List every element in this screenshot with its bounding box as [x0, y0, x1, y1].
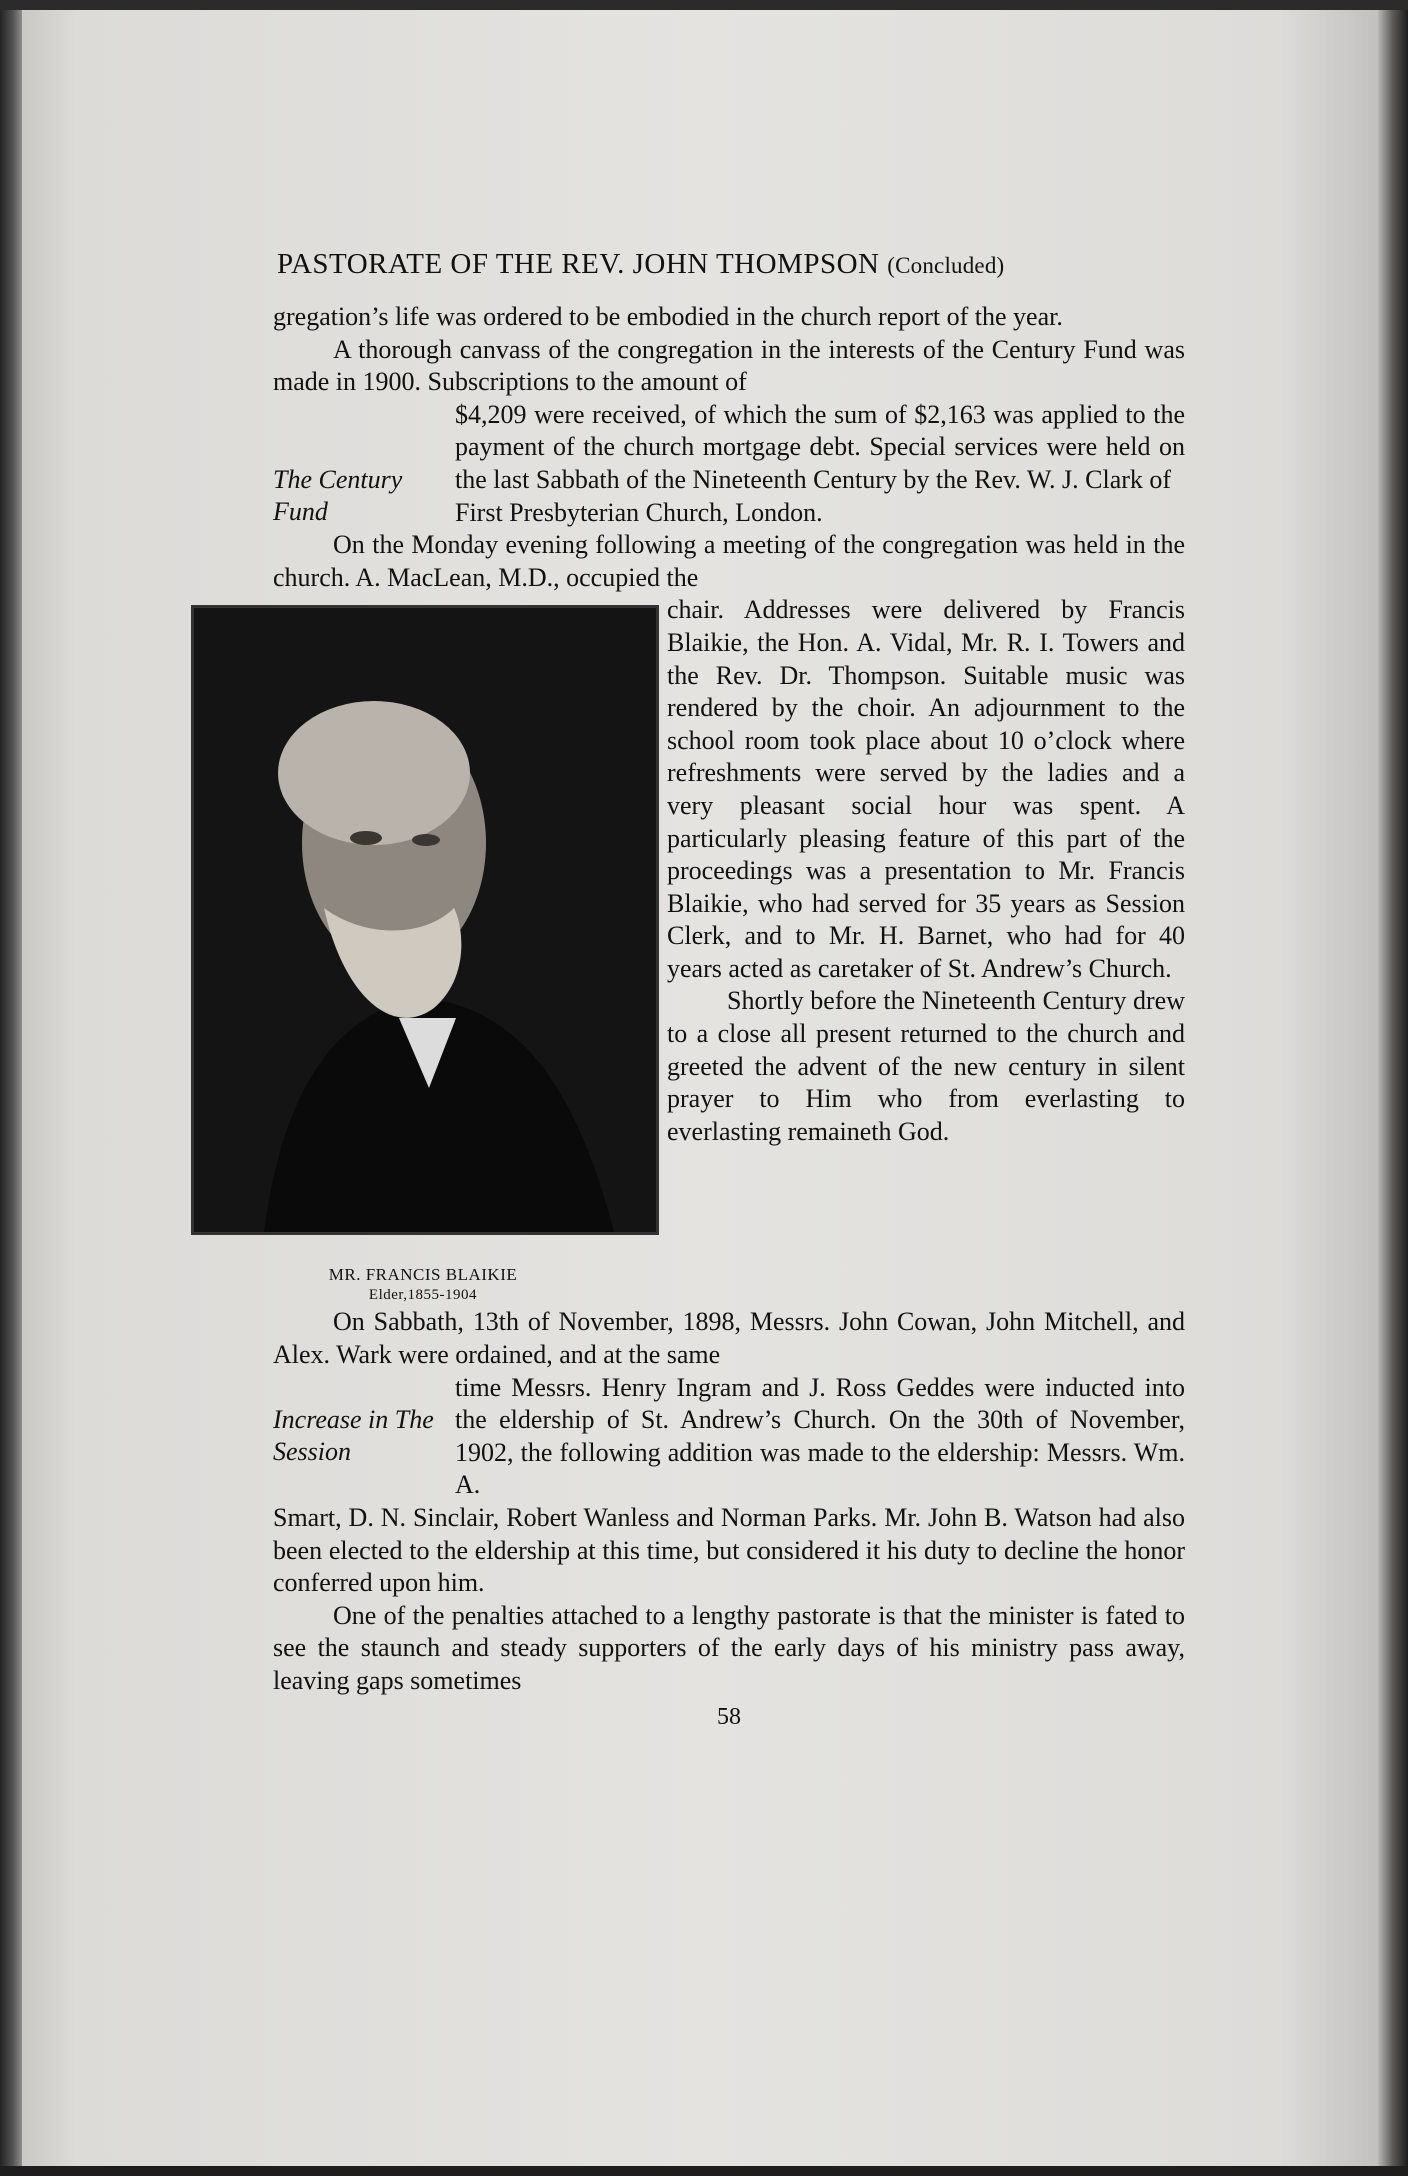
body-text — [273, 301, 1185, 1734]
paragraph-5a: On Sabbath, 13th of November, 1898, Messrs. John Cowan, John Mitchell, and Alex. Wark were ordained, and at the same — [273, 1307, 1185, 1369]
caption-role: Elder,1855-1904 — [368, 1287, 478, 1304]
header-suffix: (Concluded) — [887, 253, 1005, 278]
page-content — [273, 248, 1185, 1734]
paragraph-4: Shortly before the Nineteenth Century drew to a close all present returned to the church and greeted the advent of the new century in silent prayer to Him who from everlasting to everlasting remaineth God. — [667, 986, 1185, 1146]
caption-name: MR. FRANCIS BLAIKIE — [328, 1265, 518, 1285]
header-title: PASTORATE OF THE REV. JOHN THOMPSON — [277, 248, 880, 280]
running-header — [277, 248, 1185, 281]
portrait-figure — [197, 605, 649, 1306]
portrait-caption — [197, 1264, 649, 1306]
paragraph-5b: time Messrs. Henry Ingram and J. Ross Geddes were inducted into the eldership of St. Andrew’s Church. On the 30th of November, 1902, the following addition was made to the eldership: Messrs. Wm. A. — [455, 1372, 1185, 1500]
bottom-border — [0, 2166, 1408, 2176]
paragraph-2b: $4,209 were received, of which the sum of $2,163 was applied to the payment of the church mortgage debt. Special services were held on the last Sabbath of the Nineteenth Century by the Rev. W. J. Clark of — [455, 399, 1185, 494]
sidenote-session: Increase in The Session — [273, 1404, 434, 1467]
portrait-photo — [191, 605, 659, 1235]
left-binding-edge — [0, 0, 22, 2176]
paragraph-2a: A thorough canvass of the congregation in the interests of the Century Fund was made in 1900. Subscriptions to the amount of — [273, 334, 1185, 397]
paragraph-6: One of the penalties attached to a lengthy pastorate is that the minister is fated to see the staunch and steady supporters of the early days of his ministry pass away, leaving gaps sometimes — [273, 1600, 1185, 1695]
paragraph-1: gregation’s life was ordered to be embodied in the church report of the year. — [273, 302, 1063, 331]
paragraph-5c: Smart, D. N. Sinclair, Robert Wanless and Norman Parks. Mr. John B. Watson had also been elected to the eldership at this time, but considered it his duty to decline the honor conferred upon him. — [273, 1502, 1185, 1598]
paragraph-3a: On the Monday evening following a meeting of the congregation was held in the church. A. MacLean, M.D., occupied the — [273, 530, 1185, 592]
paragraph-2c: First Presbyterian Church, London. — [455, 497, 823, 527]
paragraph-3b: chair. Addresses were delivered by Francis Blaikie, the Hon. A. Vidal, Mr. R. I. Towers and the Rev. Dr. Thompson. Suitable music was rendered by the choir. An adjournment to the school room took place about 10 o’clock where refreshments were served by the ladies and a very pleasant social hour was spent. A particularly pleasing feature of this part of the proceedings was a presentation to Mr. Francis Blaikie, who had served for 35 years as Session Clerk, and to Mr. H. Barnet, who had for 40 years acted as caretaker of St. Andrew’s Church. — [667, 595, 1185, 983]
top-border — [0, 0, 1408, 10]
page-number: 58 — [717, 1704, 741, 1731]
right-binding-edge — [1378, 0, 1408, 2176]
portrait-illustration — [194, 608, 656, 1232]
sidenote-century-fund: The Century Fund — [273, 464, 403, 527]
